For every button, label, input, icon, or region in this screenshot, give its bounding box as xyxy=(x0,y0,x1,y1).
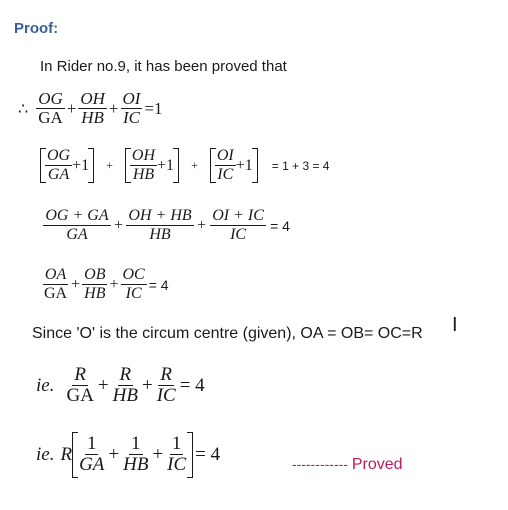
equation-rhs: = 4 xyxy=(195,443,221,465)
therefore-symbol: ∴ xyxy=(18,100,29,118)
denominator: GA xyxy=(38,107,63,127)
equation-rhs: = 4 xyxy=(148,276,169,293)
since-text: Since 'O' is the circum centre (given), OA = OB= OC=R xyxy=(32,325,423,342)
denominator: IC xyxy=(217,165,234,183)
intro-text: In Rider no.9, it has been proved that xyxy=(40,58,287,75)
equation-3 xyxy=(42,208,292,243)
equation-2 xyxy=(40,148,329,183)
denominator: IC xyxy=(122,107,140,127)
denominator: HB xyxy=(149,225,171,243)
proved-label: Proved xyxy=(351,456,403,473)
fraction-og-ga xyxy=(36,90,65,128)
numerator: OG + GA xyxy=(45,207,109,224)
numerator: OH xyxy=(131,147,156,164)
plus-one: +1 xyxy=(157,156,175,174)
denominator: IC xyxy=(167,453,187,475)
numerator: R xyxy=(74,364,86,385)
numerator: R xyxy=(160,364,172,385)
proof-heading: Proof: xyxy=(14,20,59,37)
plus-sign: + xyxy=(106,158,113,173)
denominator: HB xyxy=(123,453,149,475)
numerator: 1 xyxy=(131,433,141,454)
numerator: 1 xyxy=(171,433,182,454)
text-cursor-icon: I xyxy=(452,314,458,336)
denominator: GA xyxy=(66,384,94,406)
fraction-oi-ic xyxy=(121,90,143,128)
dashes: ------------ xyxy=(292,456,348,472)
numerator: OB xyxy=(84,266,106,283)
denominator: GA xyxy=(66,225,88,243)
plus-sign: + xyxy=(66,98,77,118)
plus-sign: + xyxy=(109,275,119,293)
plus-sign: + xyxy=(197,216,207,234)
equation-1 xyxy=(18,90,165,128)
bracket-term-3 xyxy=(210,148,258,183)
numerator: 1 xyxy=(86,433,97,454)
equation-rhs: = 4 xyxy=(270,217,290,234)
fraction-oh-hb xyxy=(78,90,107,128)
numerator: OI xyxy=(122,89,141,108)
equation-rhs: = 1 + 3 = 4 xyxy=(271,158,330,173)
plus-sign: + xyxy=(108,98,119,118)
denominator: GA xyxy=(79,453,105,475)
denominator: HB xyxy=(112,384,138,406)
plus-one: +1 xyxy=(235,156,253,174)
bracket-sum xyxy=(72,432,193,478)
denominator: HB xyxy=(81,107,104,127)
denominator: GA xyxy=(44,284,68,302)
numerator: OH xyxy=(80,89,105,108)
plus-sign: + xyxy=(71,275,81,293)
equation-4 xyxy=(42,267,171,302)
numerator: OH + HB xyxy=(128,207,192,224)
bracket-term-2 xyxy=(125,148,179,183)
numerator: OC xyxy=(122,266,145,283)
plus-sign: + xyxy=(141,374,153,396)
ie-label: ie. xyxy=(36,443,55,465)
plus-sign: + xyxy=(191,158,198,173)
equation-5 xyxy=(36,365,207,407)
plus-sign: + xyxy=(114,216,124,234)
plus-sign: + xyxy=(152,443,164,465)
r-multiplier: R xyxy=(60,443,73,465)
numerator: OI xyxy=(216,147,234,164)
numerator: OI + IC xyxy=(212,207,264,224)
equation-rhs: = 4 xyxy=(179,374,205,396)
bracket-term-1 xyxy=(40,148,94,183)
denominator: HB xyxy=(84,284,106,302)
numerator: OA xyxy=(44,266,67,283)
equation-6 xyxy=(36,432,222,478)
denominator: IC xyxy=(230,225,247,243)
plus-one: +1 xyxy=(72,156,90,174)
numerator: OG xyxy=(38,89,63,108)
denominator: IC xyxy=(125,284,142,302)
denominator: GA xyxy=(47,165,70,183)
denominator: HB xyxy=(132,165,155,183)
numerator: R xyxy=(119,364,132,385)
numerator: OG xyxy=(47,147,71,164)
ie-label: ie. xyxy=(36,374,55,396)
proved-marker xyxy=(292,456,403,474)
equation-rhs: =1 xyxy=(144,98,163,118)
plus-sign: + xyxy=(108,443,120,465)
denominator: IC xyxy=(156,384,176,406)
plus-sign: + xyxy=(97,374,109,396)
